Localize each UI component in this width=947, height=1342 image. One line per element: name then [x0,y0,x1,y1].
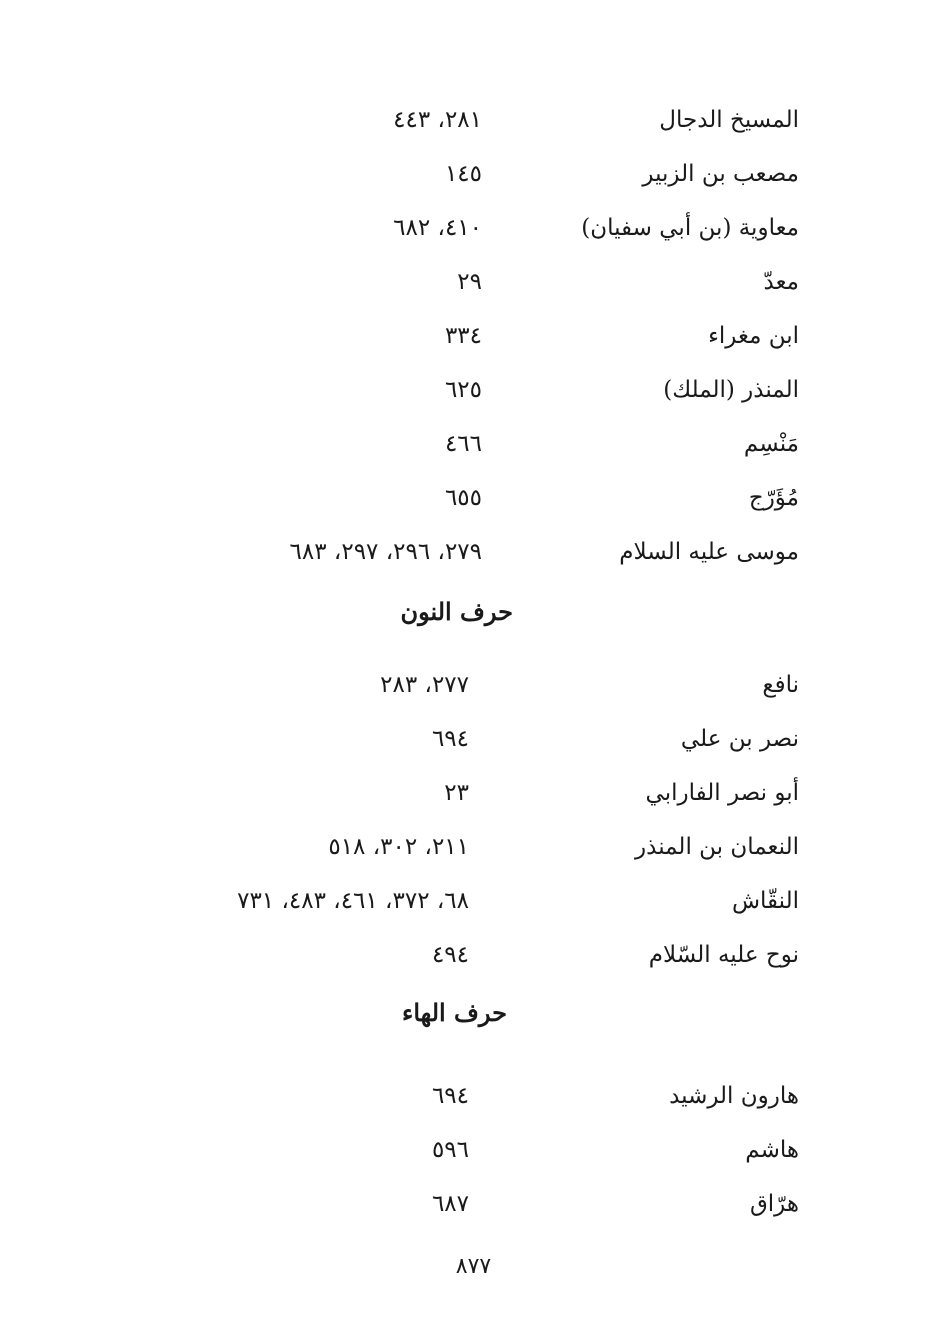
index-entry [0,316,947,356]
entry-name: نوح عليه السّلام [648,942,799,968]
index-entry [0,424,947,464]
entry-pages: ٢٩ [457,269,482,295]
entry-pages: ٢٧٩، ٢٩٦، ٢٩٧، ٦٨٣ [289,539,482,565]
entry-pages: ٦٨٧ [431,1191,469,1217]
index-entry [0,719,947,759]
entry-pages: ٤١٠، ٦٨٢ [393,215,482,241]
entry-name: معدّ [763,269,799,295]
entry-pages: ١٤٥ [444,161,482,187]
entry-pages: ٣٣٤ [444,323,482,349]
entry-name: النقّاش [731,888,799,914]
section-heading: حرف الهاء [402,998,507,1027]
entry-name: المسيخ الدجال [659,107,799,133]
entry-name: مُؤَرّج [748,485,799,511]
entry-name: معاوية (بن أبي سفيان) [581,215,799,241]
index-entry [0,478,947,518]
index-entry [0,1184,947,1224]
entry-name: نصر بن علي [680,726,799,752]
index-entry [0,262,947,302]
index-entry [0,881,947,921]
entry-name: مَنْسِم [743,431,799,457]
entry-name: مصعب بن الزبير [642,161,799,187]
index-entry [0,827,947,867]
index-entry [0,1076,947,1116]
entry-pages: ٤٦٦ [444,431,482,457]
entry-pages: ٦٨، ٣٧٢، ٤٦١، ٤٨٣، ٧٣١ [237,888,469,914]
entry-name: نافع [762,672,799,698]
index-entry [0,1130,947,1170]
entry-name: أبو نصر الفارابي [645,780,799,806]
entry-name: ابن مغراء [708,323,799,349]
index-entry [0,100,947,140]
index-entry [0,208,947,248]
entry-pages: ٢٣ [444,780,469,806]
index-entry [0,665,947,705]
entry-name: هاشم [745,1137,799,1163]
entry-name: هارون الرشيد [669,1083,799,1109]
index-entry [0,154,947,194]
entry-pages: ٥٩٦ [431,1137,469,1163]
entry-pages: ٢١١، ٣٠٢، ٥١٨ [328,834,469,860]
entry-pages: ٦٩٤ [431,726,469,752]
section-heading: حرف النون [400,597,513,626]
index-entry [0,773,947,813]
entry-name: موسى عليه السلام [619,539,799,565]
entry-name: المنذر (الملك) [663,377,799,403]
entry-pages: ٢٧٧، ٢٨٣ [380,672,469,698]
index-entry [0,370,947,410]
index-entry [0,935,947,975]
entry-pages: ٦٩٤ [431,1083,469,1109]
index-entry [0,532,947,572]
entry-pages: ٢٨١، ٤٤٣ [393,107,482,133]
entry-pages: ٤٩٤ [431,942,469,968]
entry-name: هرّاق [749,1191,799,1217]
entry-pages: ٦٥٥ [444,485,482,511]
page-number: ٨٧٧ [455,1254,492,1279]
entry-name: النعمان بن المنذر [635,834,799,860]
entry-pages: ٦٢٥ [444,377,482,403]
